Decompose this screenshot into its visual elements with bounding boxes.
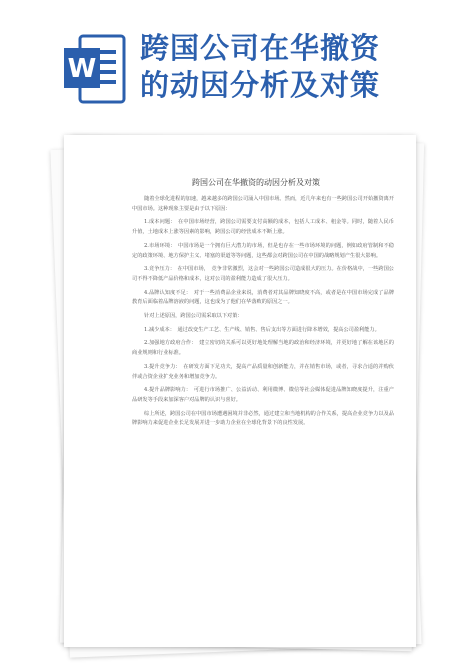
paragraph: 针对上述原因，跨国公司需采取以下对策： — [144, 313, 243, 320]
paragraph: 3.提升竞争力： 在研发方面下足功夫，提高产品质量和创新能力，并在销售市场，或者，寻求合适的并购伙伴或合资企业扩充业务和增加竞争力。 — [132, 363, 394, 380]
paragraph: 1.成本问题： 在中国市场经营，跨国公司需要支付高额的成本，包括人工成本、租金等。同时，随着人民币升值，土地成本上涨等因素的影响，跨国公司的经营成本不断上涨。 — [132, 219, 394, 236]
title-line-2: 的动因分析及对策 — [140, 68, 381, 102]
title-line-1: 跨国公司在华撤资 — [140, 31, 381, 65]
svg-text:W: W — [67, 54, 97, 84]
document-preview[interactable] — [60, 135, 420, 651]
paragraph: 综上所述，跨国公司在中国市场遭遇困境并非必然，通过建立和当地机构的合作关系，提高企业竞争力以及品牌影响力来促进企业长足发展并进一步助力企业在全球化背景下的良性发展。 — [132, 410, 394, 427]
word-document-icon — [62, 30, 126, 110]
paragraph: 随着全球化进程的加速，越来越多的跨国公司涌入中国市场。然而，近几年来也有一些跨国公司开始撤资离开中国市场。这种现象主要是由于以下原因： — [132, 196, 394, 212]
document-body — [132, 177, 394, 433]
document-page — [64, 135, 416, 647]
paragraph: 2.加强地方政府合作： 建立密切的关系可以更好地处理解当地的政治和经济环境，并更好地了解在该地区的商业规则和行业标准。 — [132, 340, 394, 357]
paragraph: 2.市场环境： 中国市场是一个拥有巨大潜力的市场，但是也存在一些市场环境的问题，例如政府管制和不稳定的政策环境、地方保护主义、堵塞的渠道等等问题，这些都会对跨国公司在中国的战略规划产生很大影响。 — [132, 242, 394, 259]
paragraph: 4.品牌认知度不足： 对于一些消费品企业来说，消费者对其品牌知晓度不高，或者是在中国市场完成了品牌教育后面临着品牌溶液的问题，这也成为了他们在华落败的原因之一。 — [132, 289, 394, 306]
paragraph: 1.减少成本： 通过改变生产工艺、生产线、销售、售后支出等方面进行降本增效，提高公司盈利能力。 — [144, 326, 380, 333]
page-title — [140, 30, 470, 104]
document-title: 跨国公司在华撤资的动因分析及对策 — [192, 178, 320, 187]
paragraph: 4.提升品牌影响力： 可进行市场推广、公益活动、利用微博、微信等社会媒体促进品牌知晓度提升，注重产品研发等手段来加深客户对品牌的认识与喜好。 — [132, 387, 394, 403]
paragraph: 3.竞争压力： 在中国市场， 竞争非常激烈，这会对一些跨国公司造成很大的压力。在价格战中，一些跨国公司不得不降低产品价格和成本，这对公司的盈利能力造成了很大压力。 — [132, 266, 394, 282]
